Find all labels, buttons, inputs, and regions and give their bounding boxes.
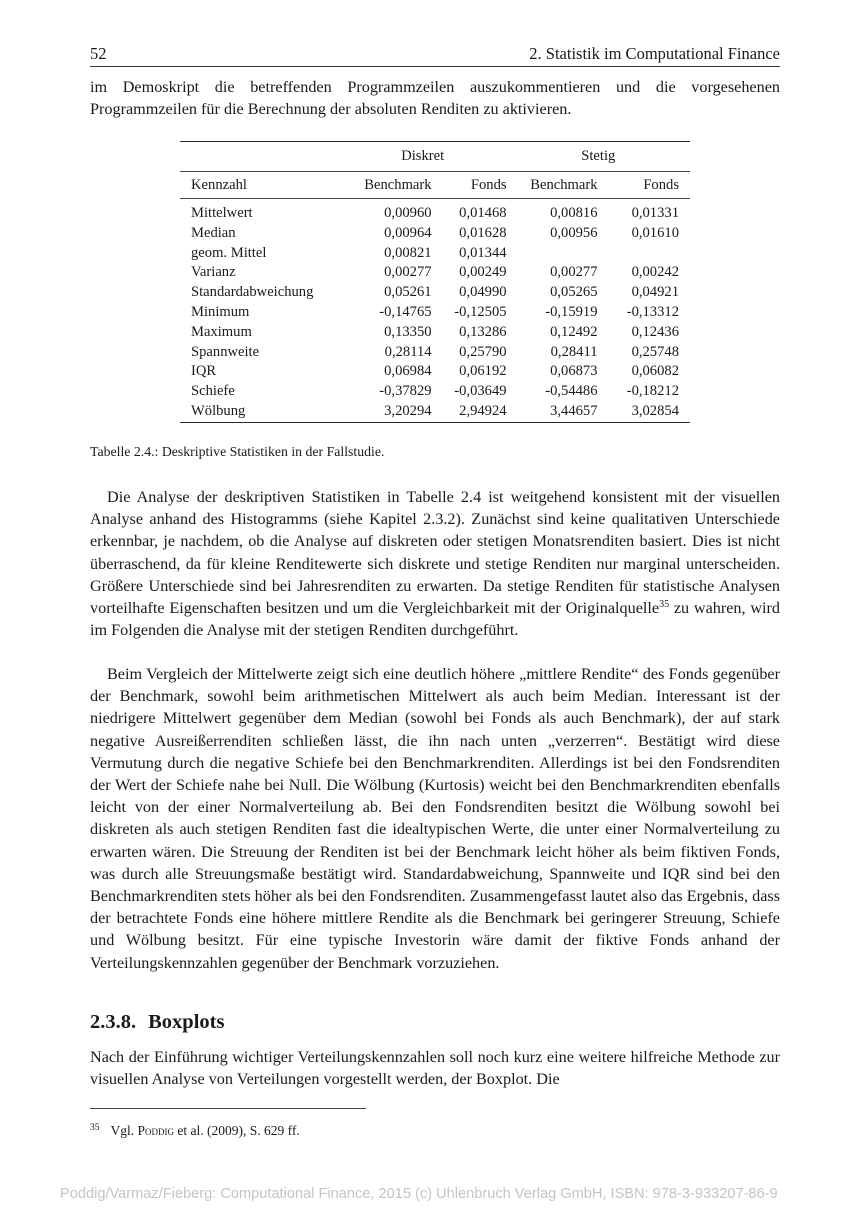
statistics-table-grid [180,141,690,423]
column-header: Benchmark [507,172,598,199]
running-header [90,42,780,67]
column-header: Benchmark [339,172,432,199]
group-header-stetig: Stetig [581,148,616,164]
intro-paragraph: im Demoskript die betreffenden Programmzeilen auszukommentieren und die vorgesehenen Programmzeilen für die Berechnung der absoluten Renditen zu aktivieren. [90,78,780,119]
footnote-reference: 35 [659,599,670,611]
table-caption: Tabelle 2.4.: Deskriptive Statistiken in der Fallstudie. [90,444,385,459]
table-row: geom. Mittel 0,00821 0,01344 [191,244,507,261]
paragraph-comparison [90,663,780,974]
table-row: Minimum -0,14765 -0,12505 -0,15919 -0,13312 [191,303,679,320]
table-row: Wölbung 3,20294 2,94924 3,44657 3,02854 [180,402,690,422]
column-header: Fonds [598,172,690,199]
group-header-diskret: Diskret [401,148,445,164]
footnote-mark: 35 [90,1123,100,1133]
paragraph-analysis [90,486,780,641]
group-header-row [180,142,690,172]
section-number: 2.3.8. [90,1011,137,1033]
table-row: IQR 0,06984 0,06192 0,06873 0,06082 [191,363,679,380]
paragraph-text: Die Analyse der deskriptiven Statistiken in Tabelle 2.4 ist weitgehend konsistent mit der visuellen Analyse anhand des Histogramms (siehe Kapitel 2.3.2). Zunächst sind keine qualitativen Unterschiede erkennbar, je nachdem, ob die Analyse auf diskreten oder stetigen Monatsrenditen basiert. Dies ist nicht überraschend, da für kleine Renditewerte sich diskrete und stetige Renditen nur marginal unterscheiden. Größere Unterschiede sind bei Jahresrenditen zu erwarten. Da stetige Renditen für statistische Analysen vorteilhafte Eigenschaften besitzen und um die Vergleichbarkeit mit der Originalquelle [90,488,780,618]
section-heading [90,1011,224,1034]
copyright-watermark: Poddig/Varmaz/Fieberg: Computational Finance, 2015 (c) Uhlenbruch Verlag GmbH, ISBN: 978-3-933207-86-9 [60,1186,778,1202]
table-row: Mittelwert 0,00960 0,01468 0,00816 0,01331 [191,205,679,221]
footnote: $^{35}$ Vgl. Poddig et al. (2009), S. 629 ff. [90,1123,300,1138]
column-header: Kennzahl [180,172,339,199]
paragraph-text: zu wahren, wird im Folgenden die Analyse mit der stetigen Renditen durchgeführt. [90,599,781,640]
page-number: 52 [90,44,107,63]
section-title: Boxplots [148,1011,225,1033]
footnote-divider [90,1108,366,1109]
column-header-row [180,172,690,199]
footnote-author: Poddig [137,1123,175,1138]
table-row: Median 0,00964 0,01628 0,00956 0,01610 [191,224,679,241]
table-row: Maximum 0,13350 0,13286 0,12492 0,12436 [191,323,679,340]
table-row: Spannweite 0,28114 0,25790 0,28411 0,25748 [191,343,679,360]
statistics-table [180,141,690,423]
paragraph-boxplot-intro: Nach der Einführung wichtiger Verteilungskennzahlen soll noch kurz eine weitere hilfreiche Methode zur visuellen Analyse von Verteilungen vorgestellt werden, der Boxplot. Die [90,1048,780,1089]
column-header: Fonds [432,172,507,199]
table-row: Standardabweichung 0,05261 0,04990 0,05265 0,04921 [191,284,679,301]
paragraph-text: Beim Vergleich der Mittelwerte zeigt sich eine deutlich höhere „mittlere Rendite“ des Fonds gegenüber der Benchmark, sowohl beim arithmetischen Mittelwert als auch beim Median. Interessant ist der niedrigere Mittelwert gegenüber dem Median (sowohl bei Fonds als auch Benchmark), der auf stark negative Ausreißerrenditen schließen lässt, die ihn nach unten „verzerren“. Bestätigt wird diese Vermutung durch die negative Schiefe bei den Benchmarkrenditen. Allerdings ist bei den Fondsrenditen der Wert der Schiefe nahe bei Null. Die Wölbung (Kurtosis) weicht bei den Benchmarkrenditen ebenfalls leicht von der einer Normalverteilung ab. Bei den Fondsrenditen besitzt die Wölbung sowohl bei diskreten als auch stetigen Renditen fast die idealtypischen Werte, die unter einer Normalverteilung zu erwarten wären. Die Streuung der Renditen ist bei der Benchmark leicht höher als beim fiktiven Fonds, was durch alle Streuungsmaße bestätigt wird. Standardabweichung, Spannweite und IQR sind bei den Benchmarkrenditen stets höher als bei den Fondsrenditen. Zusammengefasst lautet also das Ergebnis, dass der betrachtete Fonds eine höhere mittlere Rendite als die Benchmark bei geringerer Streuung, Schiefe und Wölbung besitzt. Für eine typische Investorin wäre damit der fiktive Fonds anhand der Verteilungskennzahlen gegenüber der Benchmark vorzuziehen. [90,665,780,972]
chapter-title: 2. Statistik im Computational Finance [529,44,780,63]
table-row: Varianz 0,00277 0,00249 0,00277 0,00242 [191,264,679,281]
table-row: Schiefe -0,37829 -0,03649 -0,54486 -0,18212 [191,383,679,400]
